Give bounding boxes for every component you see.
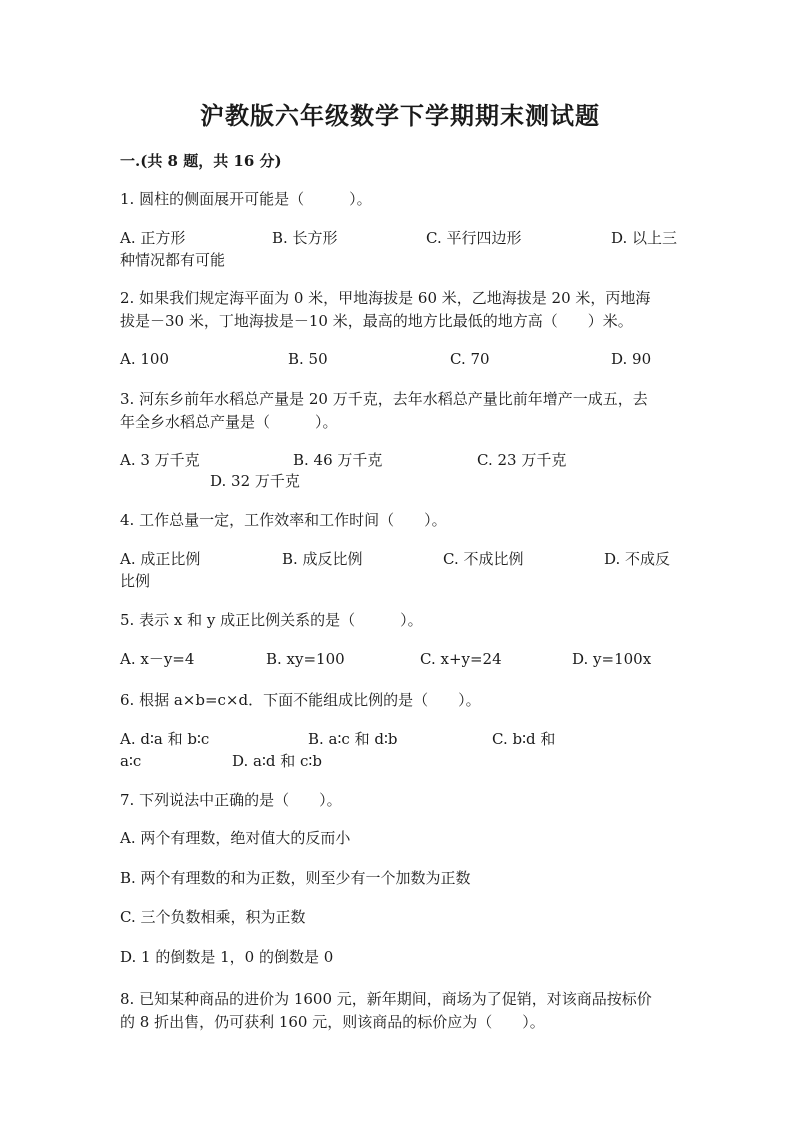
question-3-option-a: A. 3 万千克 bbox=[120, 451, 200, 469]
question-6-option-d: D. a∶d 和 c∶b bbox=[232, 752, 322, 770]
question-2-option-b: B. 50 bbox=[288, 350, 328, 368]
question-7-option-b: B. 两个有理数的和为正数，则至少有一个加数为正数 bbox=[120, 869, 471, 887]
section-heading: 一.(共 8 题，共 16 分) bbox=[120, 152, 282, 170]
question-6-option-b: B. a∶c 和 d∶b bbox=[308, 730, 398, 748]
question-6-option-c: C. b∶d 和 bbox=[492, 730, 556, 748]
question-6-option-c-wrap: a∶c bbox=[120, 752, 142, 770]
question-1-option-d-wrap: 种情况都有可能 bbox=[120, 251, 226, 269]
question-2-option-a: A. 100 bbox=[120, 350, 169, 368]
question-1-option-b: B. 长方形 bbox=[272, 229, 338, 247]
question-3-option-c: C. 23 万千克 bbox=[477, 451, 567, 469]
question-5-option-a: A. x－y=4 bbox=[120, 650, 195, 668]
question-4-option-d: D. 不成反 bbox=[604, 550, 671, 568]
question-1-option-c: C. 平行四边形 bbox=[426, 229, 522, 247]
question-1-option-a: A. 正方形 bbox=[120, 229, 186, 247]
question-5-stem: 5. 表示 x 和 y 成正比例关系的是（ ）。 bbox=[120, 611, 423, 629]
question-5-option-b: B. xy=100 bbox=[266, 650, 345, 668]
question-7-option-a: A. 两个有理数，绝对值大的反而小 bbox=[120, 829, 351, 847]
question-8-stem-line-2: 的 8 折出售，仍可获利 160 元，则该商品的标价应为（ ）。 bbox=[120, 1013, 545, 1031]
question-2-option-c: C. 70 bbox=[450, 350, 490, 368]
question-6-option-a: A. d∶a 和 b∶c bbox=[120, 730, 210, 748]
page-title: 沪教版六年级数学下学期期末测试题 bbox=[200, 101, 600, 130]
question-3-stem-line-2: 年全乡水稻总产量是（ ）。 bbox=[120, 413, 338, 431]
question-1-option-d: D. 以上三 bbox=[611, 229, 678, 247]
question-3-option-b: B. 46 万千克 bbox=[293, 451, 383, 469]
question-2-stem-line-1: 2. 如果我们规定海平面为 0 米，甲地海拔是 60 米，乙地海拔是 20 米，丙地海 bbox=[120, 289, 651, 307]
question-2-option-d: D. 90 bbox=[611, 350, 652, 368]
question-4-option-b: B. 成反比例 bbox=[282, 550, 363, 568]
question-7-option-d: D. 1 的倒数是 1，0 的倒数是 0 bbox=[120, 948, 334, 966]
question-7-option-c: C. 三个负数相乘，积为正数 bbox=[120, 908, 306, 926]
question-8-stem-line-1: 8. 已知某种商品的进价为 1600 元，新年期间，商场为了促销，对该商品按标价 bbox=[120, 990, 652, 1008]
question-4-option-a: A. 成正比例 bbox=[120, 550, 201, 568]
question-2-stem-line-2: 拔是－30 米，丁地海拔是－10 米，最高的地方比最低的地方高（ ）米。 bbox=[120, 312, 633, 330]
question-7-stem: 7. 下列说法中正确的是（ ）。 bbox=[120, 791, 342, 809]
question-6-stem: 6. 根据 a×b=c×d．下面不能组成比例的是（ ）。 bbox=[120, 691, 481, 709]
question-3-stem-line-1: 3. 河东乡前年水稻总产量是 20 万千克，去年水稻总产量比前年增产一成五，去 bbox=[120, 390, 648, 408]
question-4-stem: 4. 工作总量一定，工作效率和工作时间（ ）。 bbox=[120, 511, 447, 529]
question-5-option-c: C. x+y=24 bbox=[420, 650, 502, 668]
question-3-option-d: D. 32 万千克 bbox=[210, 472, 300, 490]
question-5-option-d: D. y=100x bbox=[572, 650, 652, 668]
question-4-option-d-wrap: 比例 bbox=[120, 572, 151, 590]
question-1-stem: 1. 圆柱的侧面展开可能是（ ）。 bbox=[120, 190, 372, 208]
question-4-option-c: C. 不成比例 bbox=[443, 550, 524, 568]
